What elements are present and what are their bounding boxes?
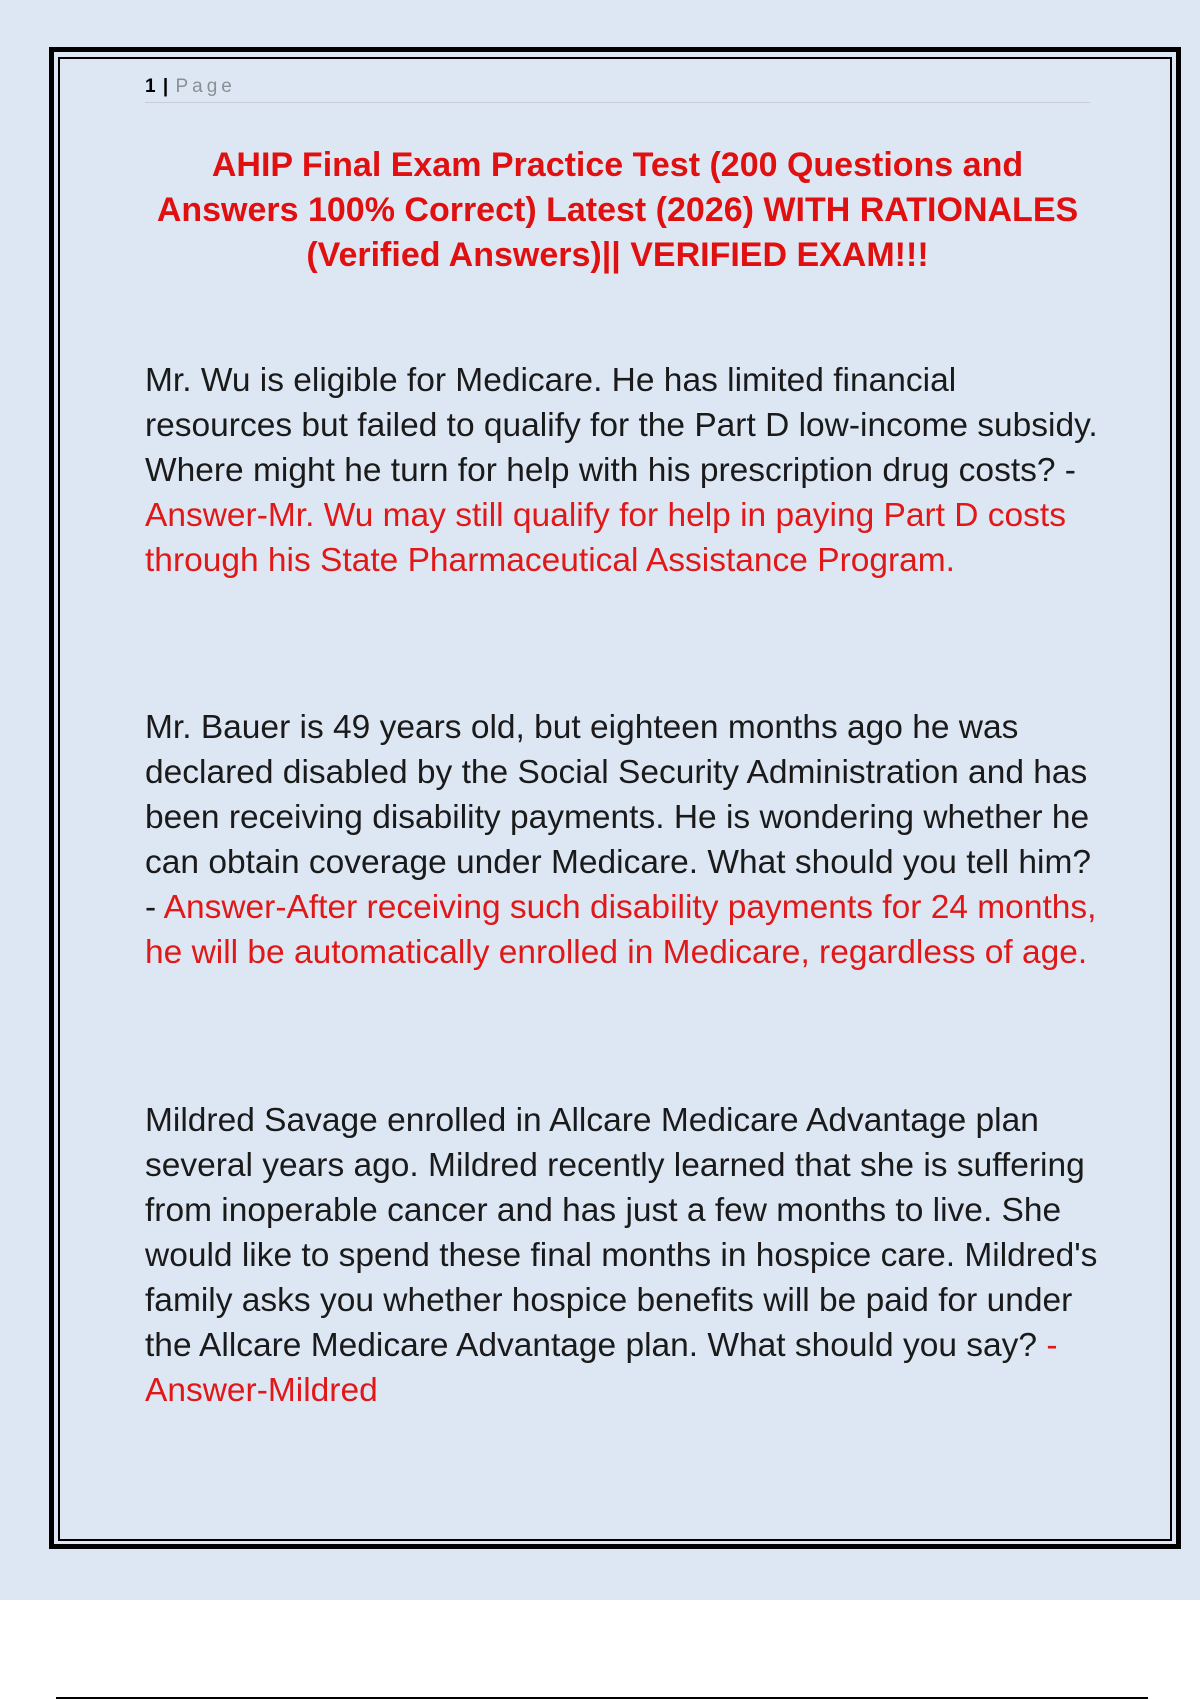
- answer-text: - Answer-Mildred: [145, 1327, 1058, 1409]
- qa-item: [145, 358, 1100, 583]
- page-number: 1: [145, 76, 156, 97]
- question-text: Mr. Bauer is 49 years old, but eighteen months ago he was declared disabled by the Social Security Administration and has been receiving disability payments. He is wondering whether he can obtain coverage under Medicare. What should you tell him? -: [145, 709, 1091, 926]
- document-title: AHIP Final Exam Practice Test (200 Questions and Answers 100% Correct) Latest (2026) WITH RATIONALES (Verified Answers)|| VERIFIED EXAM!!!: [156, 146, 1079, 274]
- answer-text: Answer-After receiving such disability payments for 24 months, he will be automatically enrolled in Medicare, regardless of age.: [145, 889, 1097, 971]
- question-text: Mildred Savage enrolled in Allcare Medicare Advantage plan several years ago. Mildred recently learned that she is suffering from inoperable cancer and has just a few months to live. She would like to spend these final months in hospice care. Mildred's family asks you whether hospice benefits will be paid for under the Allcare Medicare Advantage plan. What should you say?: [145, 1102, 1098, 1364]
- page-header: [145, 74, 1090, 103]
- next-page-edge: [56, 1697, 1148, 1699]
- page-separator: |: [162, 76, 169, 97]
- answer-text: Answer-Mr. Wu may still qualify for help in paying Part D costs through his State Pharmaceutical Assistance Program.: [145, 497, 1066, 579]
- page-label: Page: [175, 76, 236, 97]
- qa-item: [145, 705, 1100, 975]
- question-text: Mr. Wu is eligible for Medicare. He has limited financial resources but failed to qualify for the Part D low-income subsidy. Where might he turn for help with his prescription drug costs? -: [145, 362, 1098, 489]
- qa-item: [145, 1098, 1100, 1413]
